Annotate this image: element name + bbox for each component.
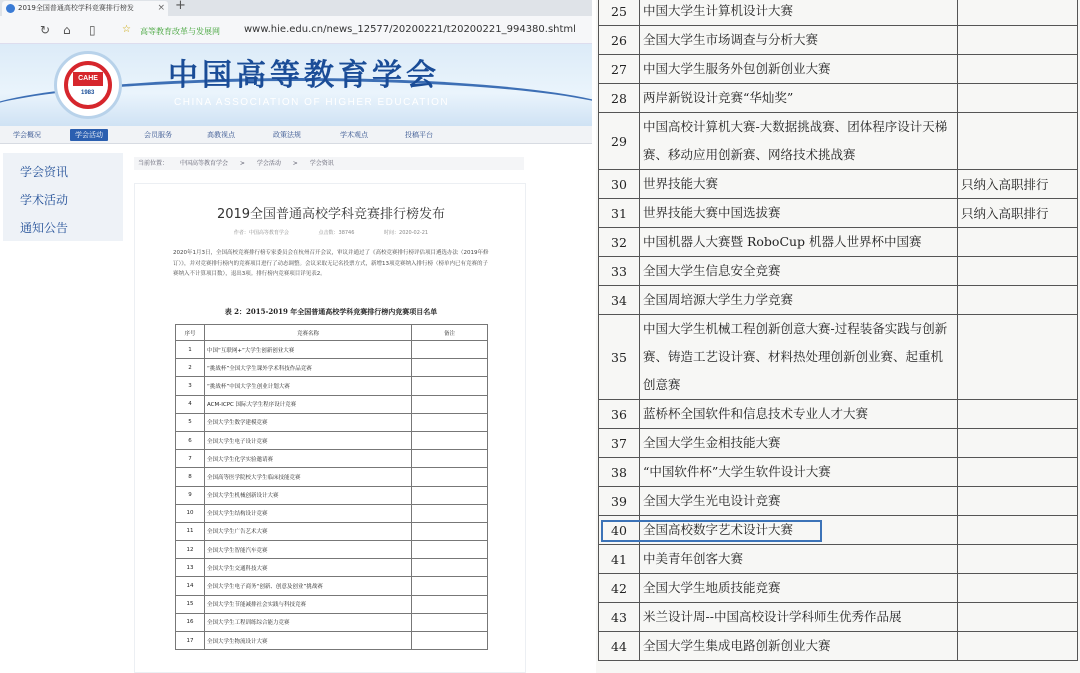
row-note	[412, 486, 488, 504]
competition-name: 两岸新锐设计竞赛“华灿奖”	[640, 84, 958, 113]
row-note	[412, 559, 488, 577]
row-note	[412, 504, 488, 522]
competition-table-continued	[598, 0, 1078, 661]
nav-item[interactable]: 会员服务	[144, 131, 172, 139]
nav-item-active[interactable]: 学会活动	[70, 129, 108, 141]
nav-item[interactable]: 投稿平台	[405, 131, 433, 139]
table-row	[599, 55, 1078, 84]
competition-name: 全国大学生电子设计竞赛	[205, 431, 412, 449]
competition-name: 全国高校数字艺术设计大赛	[640, 516, 958, 545]
table-row	[176, 541, 488, 559]
table-row	[176, 577, 488, 595]
competition-name: 全国大学生工程训练综合能力竞赛	[205, 613, 412, 631]
logo-mark: CAHE	[73, 72, 103, 86]
breadcrumb-link[interactable]: 中国高等教育学会	[179, 160, 228, 167]
site-subtitle: CHINA ASSOCIATION OF HIGHER EDUCATION	[174, 97, 450, 108]
competition-name: 全国大学生机械创新设计大赛	[205, 486, 412, 504]
table-row	[176, 468, 488, 486]
row-number: 16	[176, 613, 205, 631]
row-note	[958, 458, 1078, 487]
table-row	[599, 26, 1078, 55]
competition-name: 全国大学生光电设计竞赛	[640, 487, 958, 516]
competition-name: ACM-ICPC 国际大学生程序设计竞赛	[205, 395, 412, 413]
table-row	[599, 286, 1078, 315]
row-number: 14	[176, 577, 205, 595]
table-row	[599, 400, 1078, 429]
competition-name: 中国机器人大赛暨 RoboCup 机器人世界杯中国赛	[640, 228, 958, 257]
competition-name: 世界技能大赛	[640, 170, 958, 199]
table-row	[176, 359, 488, 377]
article-panel	[134, 183, 526, 673]
competition-name: 全国大学生市场调查与分析大赛	[640, 26, 958, 55]
row-number: 36	[599, 400, 640, 429]
table-row	[176, 613, 488, 631]
star-icon[interactable]: ☆	[122, 24, 131, 35]
table-row	[176, 522, 488, 540]
row-number: 43	[599, 603, 640, 632]
close-tab-icon[interactable]: ×	[157, 3, 165, 13]
table-row	[599, 199, 1078, 228]
table-row	[176, 486, 488, 504]
article-author: 作者：中国高等教育学会	[233, 230, 289, 236]
row-number: 15	[176, 595, 205, 613]
table-photo	[596, 0, 1080, 673]
url-field[interactable]: www.hie.edu.cn/news_12577/20200221/t20200221_994380.shtml	[244, 24, 576, 35]
row-note	[958, 257, 1078, 286]
table-row	[599, 545, 1078, 574]
row-note	[412, 395, 488, 413]
column-header: 备注	[412, 325, 488, 341]
reader-icon[interactable]: ▯	[89, 23, 96, 37]
side-nav	[3, 153, 123, 241]
row-number: 4	[176, 395, 205, 413]
row-note	[958, 84, 1078, 113]
table-row	[599, 487, 1078, 516]
row-number: 32	[599, 228, 640, 257]
table-row	[599, 574, 1078, 603]
table-row	[176, 595, 488, 613]
competition-name: 全国大学生地质技能竞赛	[640, 574, 958, 603]
row-number: 9	[176, 486, 205, 504]
competition-name: 全国大学生化学实验邀请赛	[205, 450, 412, 468]
row-number: 33	[599, 257, 640, 286]
competition-name: 全国大学生数学建模竞赛	[205, 413, 412, 431]
table-row	[176, 413, 488, 431]
competition-name: 中国高校计算机大赛-大数据挑战赛、团体程序设计天梯赛、移动应用创新赛、网络技术挑战赛	[640, 113, 958, 170]
table-caption: 表 2：2015-2019 年全国普通高校学科竞赛排行榜内竞赛项目名单	[224, 307, 438, 316]
row-number: 28	[599, 84, 640, 113]
row-number: 29	[599, 113, 640, 170]
row-number: 1	[176, 341, 205, 359]
competition-name: 全国大学生信息安全竞赛	[640, 257, 958, 286]
row-number: 44	[599, 632, 640, 661]
competition-name: 中美青年创客大赛	[640, 545, 958, 574]
row-note	[958, 0, 1078, 26]
competition-name: 蓝桥杯全国软件和信息技术专业人才大赛	[640, 400, 958, 429]
row-number: 31	[599, 199, 640, 228]
row-note	[958, 429, 1078, 458]
table-row	[176, 395, 488, 413]
table-row	[599, 84, 1078, 113]
competition-table	[175, 324, 488, 650]
competition-name: 全国高等医学院校大学生临床技能竞赛	[205, 468, 412, 486]
site-banner	[0, 44, 592, 126]
competition-name: “挑战杯”中国大学生创业计划大赛	[205, 377, 412, 395]
table-row	[176, 632, 488, 650]
competition-name: 米兰设计周--中国高校设计学科师生优秀作品展	[640, 603, 958, 632]
breadcrumb-label: 当前位置：	[138, 160, 169, 167]
row-number: 40	[599, 516, 640, 545]
row-number: 8	[176, 468, 205, 486]
row-number: 25	[599, 0, 640, 26]
site-title: 中国高等教育学会	[168, 58, 440, 93]
row-note	[958, 545, 1078, 574]
row-number: 11	[176, 522, 205, 540]
competition-name: 世界技能大赛中国选拔赛	[640, 199, 958, 228]
row-number: 26	[599, 26, 640, 55]
breadcrumb	[134, 157, 524, 170]
breadcrumb-link[interactable]: 学会活动	[256, 160, 281, 167]
main-nav	[0, 126, 592, 144]
row-note	[412, 541, 488, 559]
row-number: 39	[599, 487, 640, 516]
row-note: 只纳入高职排行	[958, 170, 1078, 199]
row-note	[412, 522, 488, 540]
competition-name: 全国大学生智能汽车竞赛	[205, 541, 412, 559]
reload-icon[interactable]: ↻	[40, 23, 51, 37]
table-row	[599, 0, 1078, 26]
row-note	[412, 359, 488, 377]
table-row	[176, 450, 488, 468]
row-note	[958, 315, 1078, 400]
column-header: 竞赛名称	[205, 325, 412, 341]
row-number: 38	[599, 458, 640, 487]
row-note	[412, 431, 488, 449]
table-row	[599, 632, 1078, 661]
row-number: 6	[176, 431, 205, 449]
row-note	[958, 55, 1078, 84]
row-note	[958, 286, 1078, 315]
competition-name: 全国大学生电子商务“创新、创意及创业”挑战赛	[205, 577, 412, 595]
competition-name: 全国大学生集成电路创新创业大赛	[640, 632, 958, 661]
row-note	[412, 377, 488, 395]
row-note	[958, 516, 1078, 545]
competition-name: 中国大学生服务外包创新创业大赛	[640, 55, 958, 84]
nav-item[interactable]: 学术观点	[340, 131, 368, 139]
row-note	[958, 228, 1078, 257]
home-icon[interactable]: ⌂	[63, 23, 71, 37]
row-note	[958, 400, 1078, 429]
table-row	[599, 113, 1078, 170]
breadcrumb-sep: >	[239, 160, 245, 167]
competition-name: 全国大学生广告艺术大赛	[205, 522, 412, 540]
row-number: 13	[176, 559, 205, 577]
table-row	[176, 559, 488, 577]
table-row	[176, 431, 488, 449]
table-row	[599, 257, 1078, 286]
table-row	[599, 603, 1078, 632]
row-note	[412, 468, 488, 486]
competition-name: “中国软件杯”大学生软件设计大赛	[640, 458, 958, 487]
nav-item[interactable]: 政策法规	[273, 131, 301, 139]
row-note	[412, 450, 488, 468]
new-tab-button[interactable]: +	[175, 0, 186, 13]
table-row	[176, 377, 488, 395]
row-note	[412, 413, 488, 431]
table-row	[599, 228, 1078, 257]
competition-name: 全国大学生节能减排社会实践与科技竞赛	[205, 595, 412, 613]
site-favicon-icon	[6, 4, 15, 13]
row-number: 41	[599, 545, 640, 574]
competition-name: 全国大学生物流设计大赛	[205, 632, 412, 650]
table-row	[599, 170, 1078, 199]
competition-name: 全国大学生交通科技大赛	[205, 559, 412, 577]
table-row	[599, 429, 1078, 458]
row-number: 34	[599, 286, 640, 315]
tab-title: 2019全国普通高校学科竞赛排行榜发	[18, 4, 134, 12]
tab-strip	[0, 0, 592, 16]
row-note	[958, 487, 1078, 516]
address-toolbar	[0, 16, 592, 44]
competition-name: 中国大学生计算机设计大赛	[640, 0, 958, 26]
row-note	[958, 603, 1078, 632]
logo-year: 1983	[81, 90, 95, 96]
breadcrumb-link[interactable]: 学会资讯	[309, 160, 334, 167]
article-views: 点击数：38746	[318, 230, 355, 236]
row-note	[412, 341, 488, 359]
row-note: 只纳入高职排行	[958, 199, 1078, 228]
nav-item[interactable]: 学会概况	[13, 131, 41, 139]
article-title: 2019全国普通高校学科竞赛排行榜发布	[216, 207, 446, 222]
table-row	[176, 341, 488, 359]
row-note	[958, 26, 1078, 55]
competition-name: 中国大学生机械工程创新创意大赛-过程装备实践与创新赛、铸造工艺设计赛、材料热处理创新创业赛、起重机创意赛	[640, 315, 958, 400]
nav-item[interactable]: 高教视点	[207, 131, 235, 139]
table-row	[599, 315, 1078, 400]
row-number: 35	[599, 315, 640, 400]
row-number: 37	[599, 429, 640, 458]
article-body: 2020年1月3日，全国高校竞赛排行榜专家委员会在杭州召开会议，审议并通过了《高校竞赛排行榜评估项目遴选办法（2019年修订）》，并对竞赛排行榜内的竞赛项目进行了动态调整。会议采取无记名投票方式，新增13项竞赛纳入排行榜（榜单内已有竞赛的子赛纳入不计算项目数），退出3项。排行榜内竞赛项目详见表2。	[173, 250, 489, 277]
row-note	[958, 574, 1078, 603]
side-nav-item[interactable]: 通知公告	[20, 221, 69, 235]
table-row	[176, 504, 488, 522]
row-number: 2	[176, 359, 205, 377]
side-nav-item[interactable]: 学术活动	[20, 193, 69, 207]
competition-name: 全国大学生结构设计竞赛	[205, 504, 412, 522]
row-number: 7	[176, 450, 205, 468]
browser-tab[interactable]	[2, 1, 168, 16]
row-note	[958, 632, 1078, 661]
row-note	[958, 113, 1078, 170]
row-number: 42	[599, 574, 640, 603]
row-number: 10	[176, 504, 205, 522]
row-note	[412, 595, 488, 613]
row-number: 3	[176, 377, 205, 395]
row-number: 30	[599, 170, 640, 199]
side-nav-item[interactable]: 学会资讯	[20, 165, 69, 179]
competition-name: 全国大学生金相技能大赛	[640, 429, 958, 458]
row-note	[412, 577, 488, 595]
competition-name: “挑战杯”全国大学生课外学术科技作品竞赛	[205, 359, 412, 377]
row-number: 17	[176, 632, 205, 650]
table-row-highlighted	[599, 516, 1078, 545]
row-number: 27	[599, 55, 640, 84]
row-number: 12	[176, 541, 205, 559]
row-note	[412, 613, 488, 631]
table-row	[599, 458, 1078, 487]
cahe-logo[interactable]	[54, 51, 122, 119]
article-date: 时间：2020-02-21	[384, 230, 429, 236]
competition-name: 中国“互联网+”大学生创新创业大赛	[205, 341, 412, 359]
breadcrumb-sep: >	[292, 160, 298, 167]
column-header: 序号	[176, 325, 205, 341]
row-number: 5	[176, 413, 205, 431]
row-note	[412, 632, 488, 650]
article-meta	[135, 229, 527, 236]
bookmark-link[interactable]: 高等教育改革与发展网	[140, 27, 220, 36]
competition-name: 全国周培源大学生力学竞赛	[640, 286, 958, 315]
